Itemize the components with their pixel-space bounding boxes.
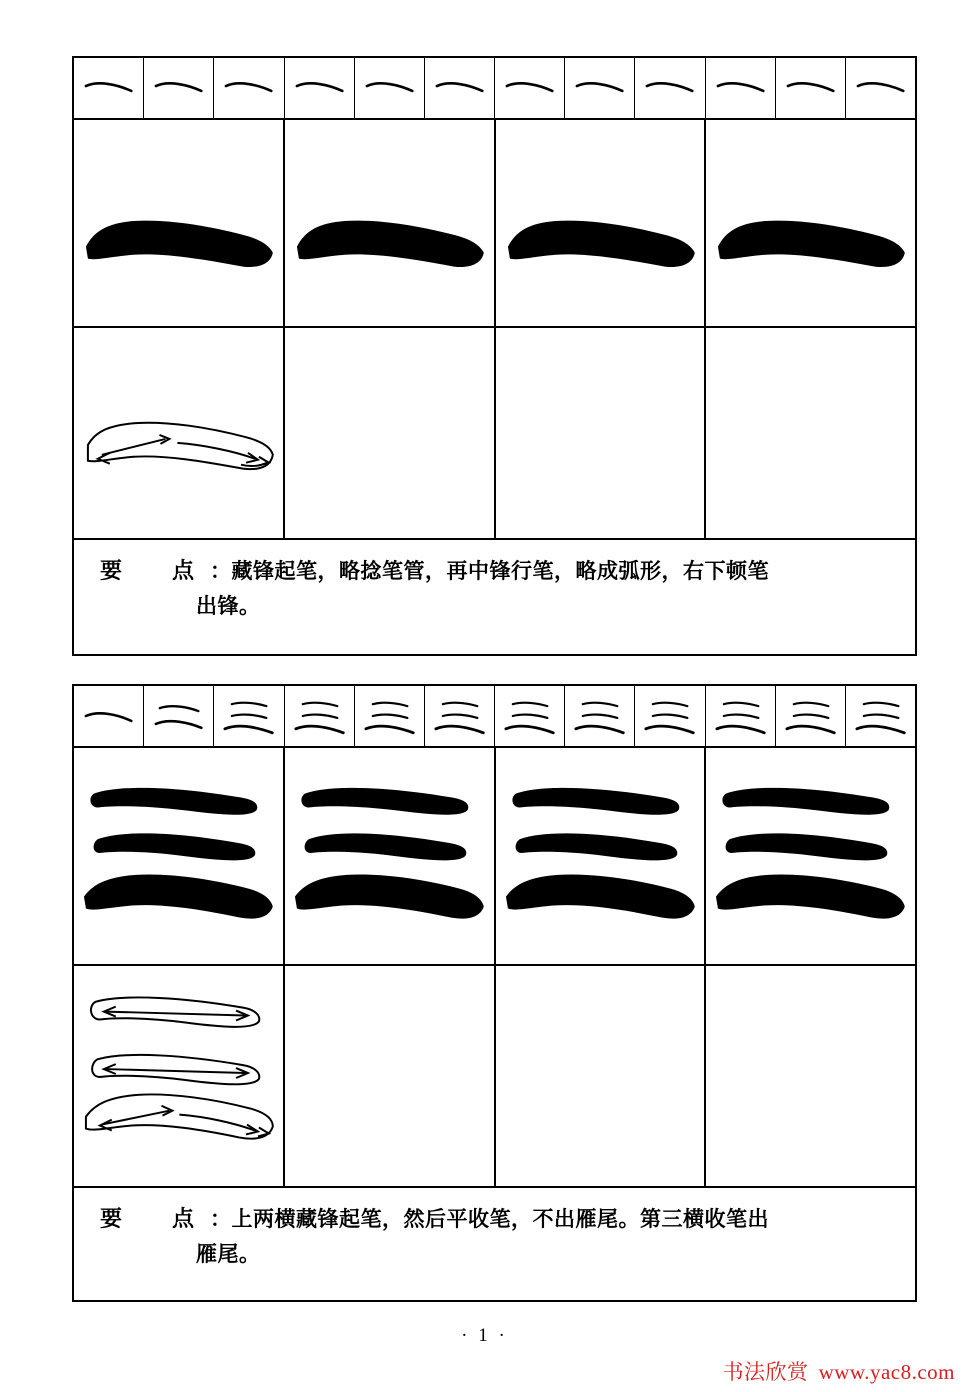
note-label: 要 点 xyxy=(100,559,209,584)
thumbnail-cell xyxy=(776,58,846,118)
thumbnail-cell xyxy=(355,686,425,746)
note-line-1 xyxy=(100,1202,889,1237)
thumbnail-cell xyxy=(355,58,425,118)
big-stroke-row-heng xyxy=(74,120,915,328)
big-stroke-cell xyxy=(496,120,707,326)
note-label: 要 点 xyxy=(100,1207,209,1232)
watermark-url: www.yac8.com xyxy=(818,1360,955,1384)
thumbnail-cell xyxy=(635,58,705,118)
big-stroke-cell xyxy=(706,120,915,326)
note-line-2: 雁尾。 xyxy=(196,1242,261,1266)
big-stroke-cell xyxy=(285,748,496,964)
thumbnail-cell xyxy=(706,686,776,746)
panel-heng xyxy=(72,56,917,656)
big-stroke-cell xyxy=(74,120,285,326)
thumbnail-cell xyxy=(565,58,635,118)
thumbnail-cell xyxy=(846,58,915,118)
thumbnail-cell xyxy=(495,686,565,746)
brush-path-diagram-cell xyxy=(706,966,915,1186)
watermark xyxy=(723,1356,955,1386)
brush-path-diagram-cell xyxy=(74,328,285,538)
diagram-row-san xyxy=(74,966,915,1188)
note-heng xyxy=(74,540,915,633)
thumbnail-cell xyxy=(846,686,915,746)
note-line-2: 出锋。 xyxy=(196,594,261,618)
thumbnail-cell xyxy=(706,58,776,118)
brush-path-diagram-cell xyxy=(74,966,285,1186)
note-line-1 xyxy=(100,554,889,589)
diagram-row-heng xyxy=(74,328,915,540)
thumbnail-cell xyxy=(776,686,846,746)
thumbnail-cell xyxy=(285,686,355,746)
thumbnail-strip-san xyxy=(74,686,915,748)
big-stroke-cell xyxy=(706,748,915,964)
note-text-1: ：上两横藏锋起笔，然后平收笔，不出雁尾。第三横收笔出 xyxy=(210,1207,770,1231)
panel-san xyxy=(72,684,917,1302)
note-san xyxy=(74,1188,915,1281)
brush-path-diagram-cell xyxy=(496,966,707,1186)
brush-path-diagram-cell xyxy=(706,328,915,538)
thumbnail-cell xyxy=(495,58,565,118)
page-number: · 1 · xyxy=(461,1325,508,1346)
big-stroke-cell xyxy=(285,120,496,326)
brush-path-diagram-cell xyxy=(285,328,496,538)
thumbnail-cell xyxy=(285,58,355,118)
thumbnail-cell xyxy=(425,686,495,746)
thumbnail-cell xyxy=(565,686,635,746)
watermark-site-name: 书法欣赏 xyxy=(722,1360,809,1384)
brush-path-diagram-cell xyxy=(496,328,707,538)
thumbnail-cell xyxy=(425,58,495,118)
big-stroke-cell xyxy=(74,748,285,964)
big-stroke-row-san xyxy=(74,748,915,966)
thumbnail-cell xyxy=(144,58,214,118)
thumbnail-cell xyxy=(214,58,284,118)
thumbnail-cell xyxy=(74,686,144,746)
thumbnail-cell xyxy=(635,686,705,746)
big-stroke-cell xyxy=(496,748,707,964)
thumbnail-strip-heng xyxy=(74,58,915,120)
brush-path-diagram-cell xyxy=(285,966,496,1186)
thumbnail-cell xyxy=(144,686,214,746)
note-text-1: ：藏锋起笔，略捻笔管，再中锋行笔，略成弧形，右下顿笔 xyxy=(210,559,770,583)
thumbnail-cell xyxy=(214,686,284,746)
thumbnail-cell xyxy=(74,58,144,118)
